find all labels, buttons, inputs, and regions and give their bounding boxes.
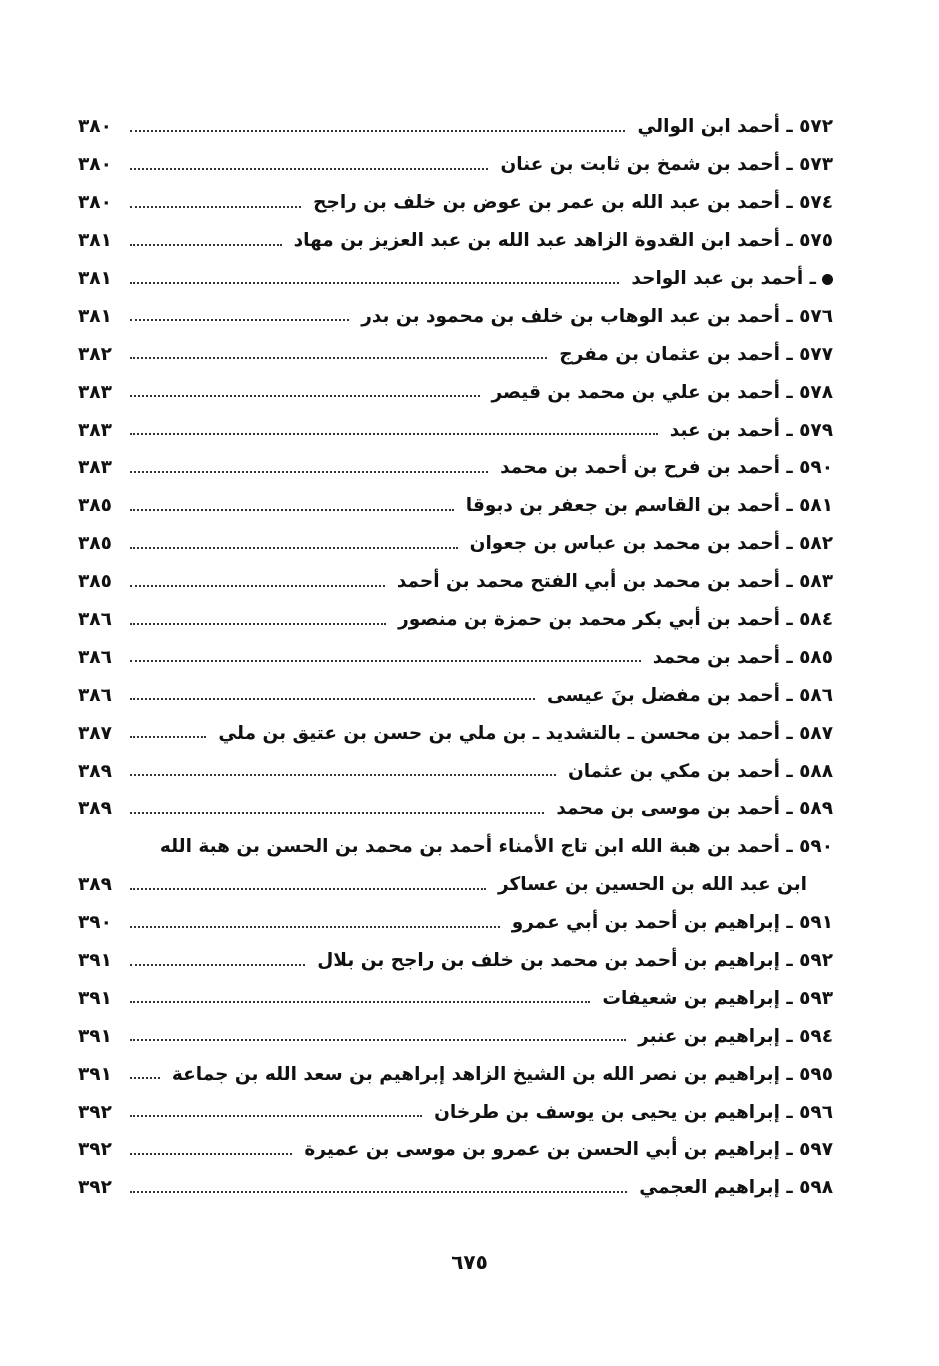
entry-title: ٥٧٤ ـ أحمد بن عبد الله بن عمر بن عوض بن خلف بن راجح [313, 192, 833, 214]
entry-title: ٥٨٥ ـ أحمد بن محمد [652, 646, 833, 668]
toc-entry [78, 297, 833, 335]
entry-title: ٥٨٣ ـ أحمد بن محمد بن أبي الفتح محمد بن أحمد [396, 571, 833, 593]
dot-leader [130, 1077, 160, 1079]
toc-entry [78, 525, 833, 563]
entry-title: ٥٧٨ ـ أحمد بن علي بن محمد بن قيصر [491, 381, 833, 403]
entry-page-number: ٣٨٦ [78, 646, 112, 668]
dot-leader [130, 964, 305, 966]
dot-leader [130, 585, 385, 587]
dot-leader [130, 1191, 627, 1193]
dot-leader [130, 774, 556, 776]
dot-leader [130, 812, 544, 814]
entry-page-number: ٣٨٦ [78, 684, 112, 706]
toc-entry [78, 676, 833, 714]
entry-page-number: ٣٩٠ [78, 912, 112, 934]
entry-title: ٥٨٨ ـ أحمد بن مكي بن عثمان [567, 760, 833, 782]
dot-leader [130, 660, 641, 662]
dot-leader [130, 509, 454, 511]
entry-title: ٥٧٦ ـ أحمد بن عبد الوهاب بن خلف بن محمود بن بدر [361, 305, 833, 327]
entry-title-text: ـ أحمد بن عبد الواحد [631, 268, 816, 289]
entry-page-number: ٣٨٣ [78, 419, 112, 441]
toc-entry [78, 714, 833, 752]
dot-leader [130, 1039, 626, 1041]
entry-page-number: ٣٨٣ [78, 381, 112, 403]
entry-page-number: ٣٨٠ [78, 154, 112, 176]
dot-leader [130, 244, 282, 246]
toc-entry [78, 373, 833, 411]
toc-entry [78, 1169, 833, 1207]
dot-leader [130, 357, 547, 359]
entry-page-number: ٣٩١ [78, 987, 112, 1009]
entry-page-number: ٣٨٧ [78, 722, 112, 744]
entry-title: ٥٨٩ ـ أحمد بن موسى بن محمد [556, 798, 833, 820]
entry-title: ٥٩١ ـ إبراهيم بن أحمد بن أبي عمرو [511, 912, 833, 934]
entry-title: ٥٧٣ ـ أحمد بن شمخ بن ثابت بن عنان [500, 154, 833, 176]
entry-title: ٥٩٣ ـ إبراهيم بن شعيفات [602, 987, 833, 1009]
entry-title: ٥٧٧ ـ أحمد بن عثمان بن مفرج [559, 343, 833, 365]
toc-entry [78, 487, 833, 525]
toc-entry [78, 979, 833, 1017]
dot-leader [130, 1001, 590, 1003]
toc-entry [78, 146, 833, 184]
toc-entry [78, 1017, 833, 1055]
entry-page-number: ٣٨٩ [78, 798, 112, 820]
dot-leader [130, 547, 458, 549]
dot-leader [130, 206, 301, 208]
dot-leader [130, 1153, 292, 1155]
toc-entry [78, 449, 833, 487]
dot-leader [130, 319, 349, 321]
dot-leader [130, 1115, 422, 1117]
entry-page-number: ٣٨٥ [78, 495, 112, 517]
table-of-contents [78, 108, 833, 1207]
dot-leader [130, 736, 206, 738]
entry-page-number: ٣٨١ [78, 230, 112, 252]
toc-entry [78, 222, 833, 260]
toc-entry [78, 790, 833, 828]
dot-leader [130, 926, 500, 928]
entry-title: ٥٩٠ ـ أحمد بن هبة الله ابن تاج الأمناء أحمد بن محمد بن الحسن بن هبة الله [159, 836, 833, 858]
entry-page-number: ٣٨٠ [78, 192, 112, 214]
entry-page-number: ٣٨٣ [78, 457, 112, 479]
toc-entry [78, 411, 833, 449]
toc-entry [78, 1055, 833, 1093]
toc-entry [78, 563, 833, 601]
entry-page-number: ٣٩١ [78, 1063, 112, 1085]
entry-page-number: ٣٨٦ [78, 609, 112, 631]
toc-entry [78, 752, 833, 790]
bullet-icon [822, 274, 833, 285]
toc-entry [78, 184, 833, 222]
toc-entry [78, 904, 833, 942]
entry-page-number: ٣٩١ [78, 950, 112, 972]
toc-entry-continuation [78, 866, 833, 904]
entry-title: ٥٧٢ ـ أحمد ابن الوالي [637, 116, 833, 138]
entry-title: ٥٩٢ ـ إبراهيم بن أحمد بن محمد بن خلف بن راجح بن بلال [317, 950, 833, 972]
dot-leader [130, 395, 480, 397]
entry-title: ٥٨٧ ـ أحمد بن محسن ـ بالتشديد ـ بن ملي بن حسن بن عتيق بن ملي [218, 722, 833, 744]
entry-page-number: ٣٨١ [78, 268, 112, 289]
entry-page-number: ٣٩٢ [78, 1177, 112, 1199]
toc-entry-first-line [78, 828, 833, 866]
toc-entry [78, 638, 833, 676]
entry-title: ٥٩٠ ـ أحمد بن فرح بن أحمد بن محمد [500, 457, 833, 479]
page-number: ٦٧٥ [451, 1250, 488, 1274]
toc-entry [78, 601, 833, 639]
dot-leader [130, 471, 488, 473]
entry-page-number: ٣٩١ [78, 1025, 112, 1047]
entry-page-number: ٣٨٩ [78, 760, 112, 782]
toc-entry [78, 1093, 833, 1131]
entry-page-number: ٣٩٢ [78, 1139, 112, 1161]
dot-leader [130, 433, 658, 435]
entry-title: ٥٩٥ ـ إبراهيم بن نصر الله بن الشيخ الزاهد إبراهيم بن سعد الله بن جماعة [171, 1063, 833, 1085]
entry-title: ٥٧٩ ـ أحمد بن عبد [669, 419, 833, 441]
entry-title: ٥٩٧ ـ إبراهيم بن أبي الحسن بن عمرو بن موسى بن عميرة [304, 1139, 833, 1161]
dot-leader [130, 282, 619, 284]
entry-page-number: ٣٨٩ [78, 874, 112, 896]
entry-title: ٥٨٦ ـ أحمد بن مفضل بنَ عيسى [546, 684, 833, 706]
entry-title: ٥٩٤ ـ إبراهيم بن عنبر [638, 1025, 833, 1047]
dot-leader [130, 623, 386, 625]
dot-leader [130, 168, 488, 170]
entry-title: ٥٨٢ ـ أحمد بن محمد بن عباس بن جعوان [469, 533, 833, 555]
toc-entry [78, 335, 833, 373]
entry-page-number: ٣٨٢ [78, 343, 112, 365]
entry-page-number: ٣٨٠ [78, 116, 112, 138]
dot-leader [130, 130, 625, 132]
toc-entry [78, 1131, 833, 1169]
entry-page-number: ٣٩٢ [78, 1101, 112, 1123]
dot-leader [130, 698, 535, 700]
entry-title: ٥٨٤ ـ أحمد بن أبي بكر محمد بن حمزة بن منصور [398, 609, 833, 631]
entry-title: ٥٩٦ ـ إبراهيم بن يحيى بن يوسف بن طرخان [434, 1101, 833, 1123]
toc-entry [78, 942, 833, 980]
entry-page-number: ٣٨٥ [78, 533, 112, 555]
entry-title-with-bullet [623, 268, 833, 289]
entry-title: ٥٧٥ ـ أحمد ابن القدوة الزاهد عبد الله بن عبد العزيز بن مهاد [293, 230, 833, 252]
dot-leader [130, 888, 486, 890]
toc-entry [78, 260, 833, 298]
toc-entry [78, 108, 833, 146]
entry-title: ٥٩٨ ـ إبراهيم العجمي [639, 1177, 833, 1199]
entry-title: ٥٨١ ـ أحمد بن القاسم بن جعفر بن دبوقا [465, 495, 833, 517]
entry-page-number: ٣٨١ [78, 305, 112, 327]
entry-title-continuation: ابن عبد الله بن الحسين بن عساكر [497, 874, 807, 896]
entry-page-number: ٣٨٥ [78, 571, 112, 593]
